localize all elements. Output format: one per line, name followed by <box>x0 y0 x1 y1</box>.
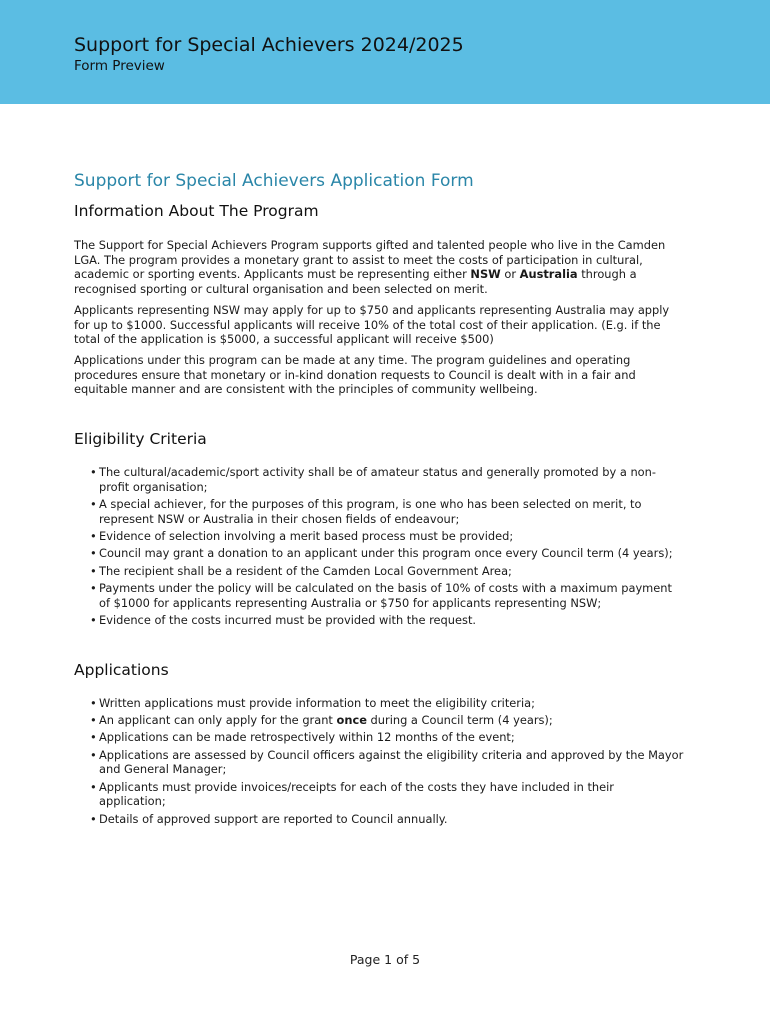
list-item <box>92 713 684 728</box>
info-paragraph-2: Applicants representing NSW may apply for up to $750 and applicants representing Australia may apply for up to $1000. Successful applicants will receive 10% of the total cost of their application. (E.g. if the total of the application is $5000, a successful applicant will receive $500) <box>74 302 670 347</box>
list-item: • Applications are assessed by Council officers against the eligibility criteria and approved by the Mayor and General Manager; <box>92 748 684 777</box>
form-preview-subtitle: Form Preview <box>74 58 165 74</box>
header-banner <box>0 0 770 104</box>
info-p1-text-b: through a recognised sporting or cultural organisation and been selected on merit. <box>74 267 637 297</box>
list-item: • Payments under the policy will be calculated on the basis of 10% of costs with a maximum payment of $1000 for applicants representing Australia or $750 for applicants representing NSW; <box>92 581 684 610</box>
form-content <box>74 170 684 829</box>
list-item: • Applications can be made retrospectively within 12 months of the event; <box>92 730 684 745</box>
app-item2-once: once <box>336 712 367 727</box>
list-item: • The cultural/academic/sport activity shall be of amateur status and generally promoted by a non-profit organisation; <box>92 465 684 494</box>
section-heading-applications: Applications <box>74 660 169 679</box>
section-heading-eligibility: Eligibility Criteria <box>74 430 207 449</box>
info-paragraph-1 <box>74 238 684 297</box>
list-item: • Evidence of selection involving a merit based process must be provided; <box>92 529 684 544</box>
app-item2-text-a: An applicant can only apply for the grant <box>99 712 337 727</box>
applications-list <box>74 696 684 827</box>
list-item: • Applicants must provide invoices/receipts for each of the costs they have included in their application; <box>92 780 684 809</box>
page-number: Page 1 of 5 <box>349 952 421 967</box>
page-title: Support for Special Achievers Application Form <box>74 171 474 191</box>
list-item: • Details of approved support are reported to Council annually. <box>92 812 684 827</box>
app-item2-text-b: during a Council term (4 years); <box>366 712 553 727</box>
section-heading-information: Information About The Program <box>74 202 319 220</box>
info-p1-australia: Australia <box>519 267 578 282</box>
list-item: • The recipient shall be a resident of the Camden Local Government Area; <box>92 564 684 579</box>
info-p1-or: or <box>500 267 520 282</box>
info-p1-text-a: The Support for Special Achievers Program supports gifted and talented people who live in the Camden LGA. The program provides a monetary grant to assist to meet the costs of participation in cultural, academic or sporting events. Applicants must be representing either <box>74 238 666 282</box>
info-p1-nsw: NSW <box>470 267 501 282</box>
info-paragraph-3: Applications under this program can be made at any time. The program guidelines and operating procedures ensure that monetary or in-kind donation requests to Council is dealt with in a fair and equitable manner and are consistent with the principles of community wellbeing. <box>74 352 636 397</box>
list-item: • Written applications must provide information to meet the eligibility criteria; <box>92 696 684 711</box>
list-item: • A special achiever, for the purposes of this program, is one who has been selected on merit, to represent NSW or Australia in their chosen fields of endeavour; <box>92 497 684 526</box>
list-item: • Council may grant a donation to an applicant under this program once every Council term (4 years); <box>92 546 684 561</box>
list-item: • Evidence of the costs incurred must be provided with the request. <box>92 613 684 628</box>
eligibility-list <box>74 465 684 628</box>
form-name-title: Support for Special Achievers 2024/2025 <box>74 34 464 56</box>
